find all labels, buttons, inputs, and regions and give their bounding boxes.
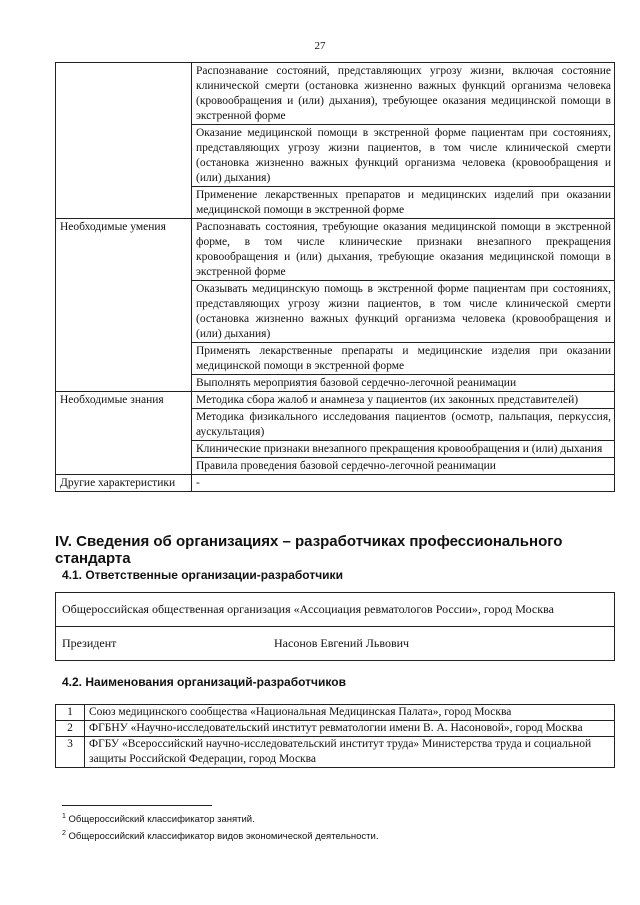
competency-table <box>55 62 615 492</box>
developer-row <box>56 721 615 737</box>
competency-item: Оказание медицинской помощи в экстренной форме пациентам при состояниях, представляющих угрозу жизни пациентов, в том числе клинической смерти (остановка жизненно важных функций организма человека (кровообращения и (или) дыхания) <box>192 125 615 187</box>
competency-item: Методика сбора жалоб и анамнеза у пациентов (их законных представителей) <box>192 392 615 409</box>
competency-item: Оказывать медицинскую помощь в экстренной форме пациентам при состояниях, представляющих угрозу жизни пациентов, в том числе клинической смерти (остановка жизненно важных функций организма человека (кровообращения и (или) дыхания) <box>192 281 615 343</box>
position-label: Президент <box>56 627 269 661</box>
competency-item: Правила проведения базовой сердечно-легочной реанимации <box>192 458 615 475</box>
footnotes <box>62 810 378 844</box>
competency-item: Выполнять мероприятия базовой сердечно-легочной реанимации <box>192 375 615 392</box>
competency-category-label: Необходимые умения <box>56 219 192 392</box>
developer-number: 1 <box>56 705 85 721</box>
competency-item: Клинические признаки внезапного прекращения кровообращения и (или) дыхания <box>192 441 615 458</box>
competency-item: Методика физикального исследования пациентов (осмотр, пальпация, перкуссия, аускультация) <box>192 409 615 441</box>
footnote-2: $^2$ Общероссийский классификатор видов экономической деятельности. <box>62 830 379 843</box>
person-name: Насонов Евгений Львович <box>268 627 615 661</box>
competency-item: - <box>192 475 615 492</box>
competency-row <box>56 63 615 125</box>
competency-row <box>56 392 615 409</box>
section-iv-title: IV. Сведения об организациях – разработчиках профессионального стандарта <box>55 533 563 567</box>
competency-category-label: Необходимые знания <box>56 392 192 475</box>
competency-item: Распознавание состояний, представляющих угрозу жизни, включая состояние клинической смерти (остановка жизненно важных функций организма человека (кровообращения и (или) дыхания), требующее оказания медицинской помощи в экстренной форме <box>192 63 615 125</box>
competency-row <box>56 219 615 281</box>
developer-number: 2 <box>56 721 85 737</box>
competency-row <box>56 475 615 492</box>
footnote-1: $^1$ Общероссийский классификатор занятий. <box>62 813 255 826</box>
footnote-divider <box>62 805 212 806</box>
competency-item: Распознавать состояния, требующие оказания медицинской помощи в экстренной форме, в том числе клинические признаки внезапного прекращения кровообращения и (или) дыхания, требующие оказания медицинской помощи в экстренной форме <box>192 219 615 281</box>
competency-category-label: Другие характеристики <box>56 475 192 492</box>
subsection-4-1-title: 4.1. Ответственные организации-разработчики <box>62 568 343 582</box>
developers-table <box>55 704 615 768</box>
developer-name: Союз медицинского сообщества «Национальная Медицинская Палата», город Москва <box>85 705 615 721</box>
competency-item: Применение лекарственных препаратов и медицинских изделий при оказании медицинской помощи в экстренной форме <box>192 187 615 219</box>
developer-number: 3 <box>56 737 85 768</box>
developer-name: ФГБУ «Всероссийский научно-исследовательский институт труда» Министерства труда и социальной защиты Российской Федерации, город Москва <box>85 737 615 768</box>
subsection-4-2-title: 4.2. Наименования организаций-разработчиков <box>62 675 346 689</box>
developer-row <box>56 705 615 721</box>
page-number: 27 <box>314 40 326 52</box>
competency-item: Применять лекарственные препараты и медицинские изделия при оказании медицинской помощи в экстренной форме <box>192 343 615 375</box>
developer-row <box>56 737 615 768</box>
organization-name: Общероссийская общественная организация «Ассоциация ревматологов России», город Москва <box>56 593 615 627</box>
developer-name: ФГБНУ «Научно-исследовательский институт ревматологии имени В. А. Насоновой», город Москва <box>85 721 615 737</box>
responsible-organization-table <box>55 592 615 661</box>
competency-category-label <box>56 63 192 219</box>
